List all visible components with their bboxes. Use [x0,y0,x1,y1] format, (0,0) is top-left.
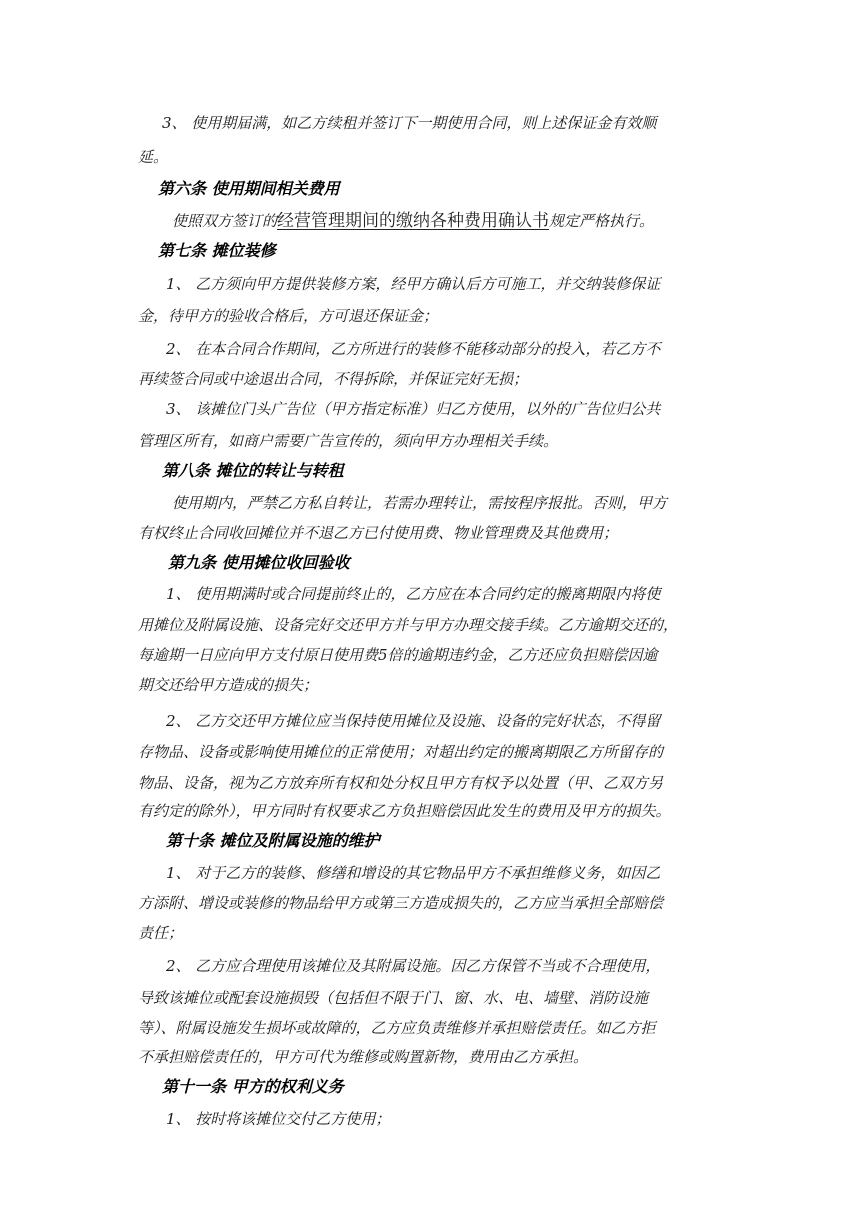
article-10-item-1-line-1: 1、 对于乙方的装修、修缮和增设的其它物品甲方不承担维修义务，如因乙 [166,864,661,882]
article-10-item-1-line-2: 方添附、增设或装修的物品给甲方或第三方造成损失的，乙方应当承担全部赔偿 [138,894,664,912]
fee-confirmation-document-name: 经营管理期间的缴纳各种费用确认书 [277,211,550,231]
article-6-body-end: 规定严格执行。 [549,212,655,230]
article-9-item-2-line-4: 有约定的除外），甲方同时有权要求乙方负担赔偿因此发生的费用及甲方的损失。 [138,802,671,820]
article-6-body [172,210,654,232]
article-7-item-2-line-1: 2、 在本合同合作期间，乙方所进行的装修不能移动部分的投入，若乙方不 [166,340,661,358]
article-10-item-2-line-1: 2、 乙方应合理使用该摊位及其附属设施。因乙方保管不当或不合理使用， [166,957,661,975]
article-6-body-start: 使照双方签订的 [172,212,278,230]
clause-5-item-3-line-1: 3、 使用期届满，如乙方续租并签订下一期使用合同，则上述保证金有效顺 [162,114,657,132]
article-10-item-2-line-2: 导致该摊位或配套设施损毁（包括但不限于门、窗、水、电、墙壁、消防设施 [138,989,649,1007]
article-9-item-2-line-2: 存物品、设备或影响使用摊位的正常使用；对超出约定的搬离期限乙方所留存的 [138,743,664,761]
article-9-item-1-line-3: 每逾期一日应向甲方支付原日使用费5倍的逾期违约金，乙方还应负担赔偿因逾 [138,646,658,664]
article-9-item-1-line-1: 1、 使用期满时或合同提前终止的，乙方应在本合同约定的搬离期限内将使 [166,585,661,603]
heading-article-10: 第十条 摊位及附属设施的维护 [166,831,380,850]
heading-article-9: 第九条 使用摊位收回验收 [168,553,350,572]
article-11-item-1: 1、 按时将该摊位交付乙方使用； [166,1110,391,1128]
article-7-item-2-line-2: 再续签合同或中途退出合同，不得拆除，并保证完好无损； [138,370,529,388]
article-10-item-2-line-3: 等）、附属设施发生损坏或故障的，乙方应负责维修并承担赔偿责任。如乙方拒 [138,1019,656,1037]
article-10-item-1-line-3: 责任； [138,924,184,942]
article-9-item-2-line-1: 2、 乙方交还甲方摊位应当保持使用摊位及设施、设备的完好状态，不得留 [166,712,661,730]
article-10-item-2-line-4: 不承担赔偿责任的，甲方可代为维修或购置新物，费用由乙方承担。 [138,1048,589,1066]
article-9-item-1-line-4: 期交还给甲方造成的损失； [138,676,319,694]
article-7-item-3-line-2: 管理区所有，如商户需要广告宣传的，须向甲方办理相关手续。 [138,432,559,450]
heading-article-6: 第六条 使用期间相关费用 [158,179,340,198]
clause-5-item-3-line-2: 延。 [138,148,169,166]
heading-article-8: 第八条 摊位的转让与转租 [162,461,344,480]
article-9-item-2-line-3: 物品、设备，视为乙方放弃所有权和处分权且甲方有权予以处置（甲、乙双方另 [138,774,664,792]
article-7-item-1-line-1: 1、 乙方须向甲方提供装修方案，经甲方确认后方可施工，并交纳装修保证 [166,275,661,293]
heading-article-7: 第七条 摊位装修 [158,241,276,260]
article-8-line-1: 使用期内，严禁乙方私自转让，若需办理转让，需按程序报批。否则，甲方 [172,494,668,512]
article-7-item-3-line-1: 3、 该摊位门头广告位（甲方指定标准）归乙方使用，以外的广告位归公共 [166,400,661,418]
article-8-line-2: 有权终止合同收回摊位并不退乙方已付使用费、物业管理费及其他费用； [138,524,619,542]
article-9-item-1-line-2: 用摊位及附属设施、设备完好交还甲方并与甲方办理交接手续。乙方逾期交还的， [138,616,679,634]
heading-article-11: 第十一条 甲方的权利义务 [162,1077,344,1096]
article-7-item-1-line-2: 金，待甲方的验收合格后，方可退还保证金； [138,307,439,325]
